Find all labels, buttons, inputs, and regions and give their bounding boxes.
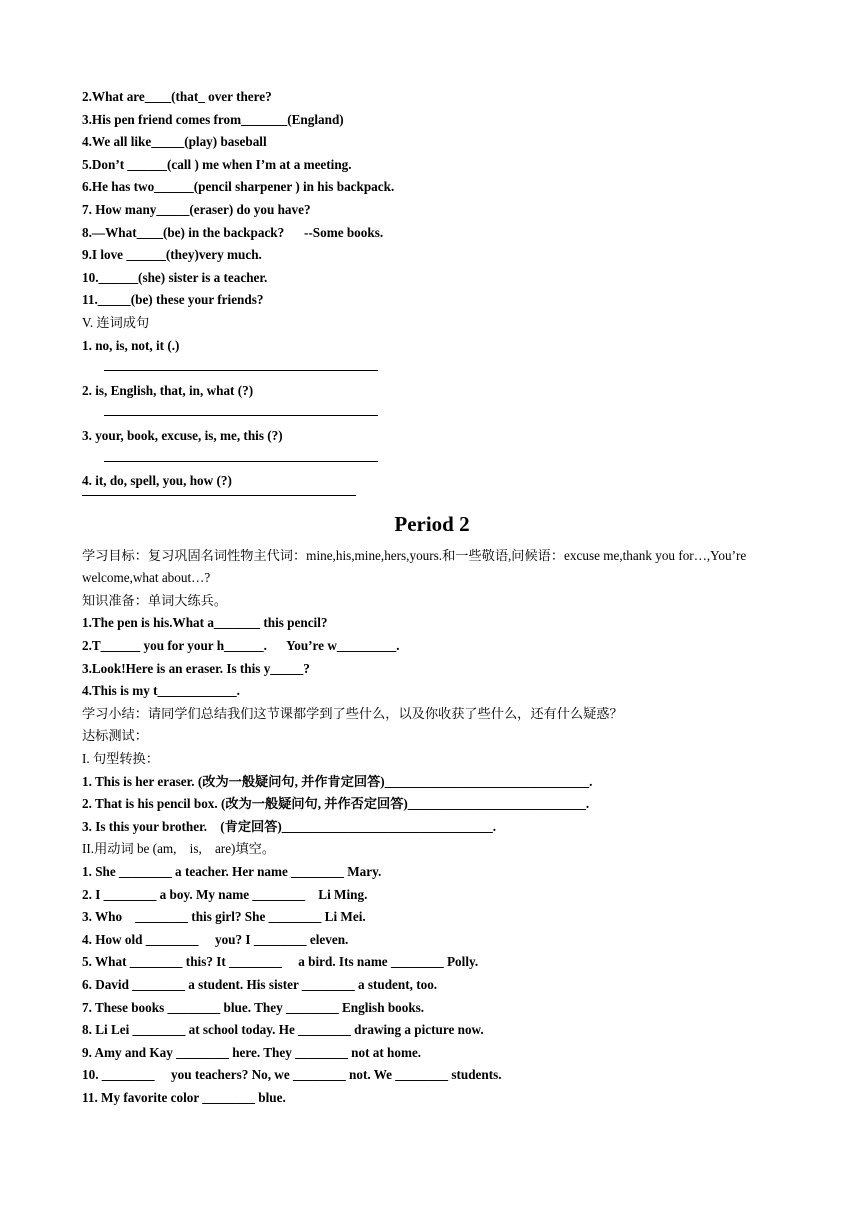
- answer-line: [82, 357, 782, 380]
- section-heading: I. 句型转换：: [82, 751, 159, 767]
- transform-item: 2. That is his pencil box. (改为一般疑问句, 并作否定回答)___________________________.: [82, 796, 590, 812]
- exercise-line: 2.What are____(that_ over there?: [82, 89, 272, 104]
- sentence-prompt: 3. your, book, excuse, is, me, this (?): [82, 427, 283, 443]
- exercise-line: 10.______(she) sister is a teacher.: [82, 269, 268, 285]
- exercise-line: 7. How many_____(eraser) do you have?: [82, 201, 311, 217]
- prep-item: 3.Look!Here is an eraser. Is this y_____?: [82, 660, 310, 676]
- summary-text: 学习小结：请同学们总结我们这节课都学到了些什么，以及你收获了些什么，还有什么疑惑？: [82, 705, 623, 721]
- prep-item: 4.This is my t____________.: [82, 683, 240, 699]
- test-heading: 达标测试：: [82, 728, 148, 744]
- exercise-line: 11._____(be) these your friends?: [82, 292, 264, 308]
- prep-item: 1.The pen is his.What a_______ this pencil?: [82, 615, 328, 631]
- exercise-line: 5.Don’t ______(call ) me when I’m at a meeting.: [82, 156, 352, 172]
- period-title: Period 2: [394, 511, 470, 536]
- answer-line: [82, 402, 782, 425]
- exercise-line: 6.He has two______(pencil sharpener ) in his backpack.: [82, 179, 395, 195]
- learning-objective: 学习目标：复习巩固名词性物主代词：mine,his,mine,hers,yours.和一些敬语,问候语：excuse me,thank you for…,You’re welcome,what about…?: [82, 547, 747, 586]
- sentence-prompt: 1. no, is, not, it (.): [82, 337, 180, 353]
- answer-line: [82, 448, 782, 471]
- prep-item: 2.T______ you for your h______. You’re w_________.: [82, 638, 400, 654]
- exercise-line: 4.We all like_____(play) baseball: [82, 134, 267, 150]
- sentence-prompt: 2. is, English, that, in, what (?): [82, 382, 254, 398]
- fill-item: 9. Amy and Kay ________ here. They ________ not at home.: [82, 1044, 422, 1060]
- worksheet-page: [82, 86, 782, 1110]
- fill-item: 8. Li Lei ________ at school today. He ________ drawing a picture now.: [82, 1022, 484, 1038]
- fill-item: 7. These books ________ blue. They ________ English books.: [82, 999, 425, 1015]
- exercise-line: 3.His pen friend comes from_______(England): [82, 111, 344, 127]
- fill-item: 3. Who ________ this girl? She ________ Li Mei.: [82, 909, 366, 925]
- answer-line: [82, 493, 782, 501]
- fill-item: 11. My favorite color ________ blue.: [82, 1089, 286, 1105]
- fill-item: 6. David ________ a student. His sister ________ a student, too.: [82, 976, 438, 992]
- section-heading: V. 连词成句: [82, 314, 150, 330]
- exercise-line: 9.I love ______(they)very much.: [82, 247, 262, 263]
- fill-item: 4. How old ________ you? I ________ eleven.: [82, 931, 349, 947]
- section-heading: II.用动词 be (am, is, are)填空。: [82, 841, 276, 857]
- fill-item: 1. She ________ a teacher. Her name ________ Mary.: [82, 864, 382, 879]
- fill-item: 2. I ________ a boy. My name ________ Li Ming.: [82, 886, 368, 902]
- transform-item: 3. Is this your brother. (肯定回答)________________________________.: [82, 818, 497, 834]
- prep-heading: 知识准备：单词大练兵。: [82, 592, 228, 608]
- sentence-prompt: 4. it, do, spell, you, how (?): [82, 473, 232, 489]
- transform-item: 1. This is her eraser. (改为一般疑问句, 并作肯定回答)_______________________________.: [82, 773, 593, 789]
- exercise-line: 8.—What____(be) in the backpack? --Some books.: [82, 224, 384, 240]
- fill-item: 10. ________ you teachers? No, we ________ not. We ________ students.: [82, 1067, 502, 1083]
- fill-item: 5. What ________ this? It ________ a bird. Its name ________ Polly.: [82, 954, 479, 970]
